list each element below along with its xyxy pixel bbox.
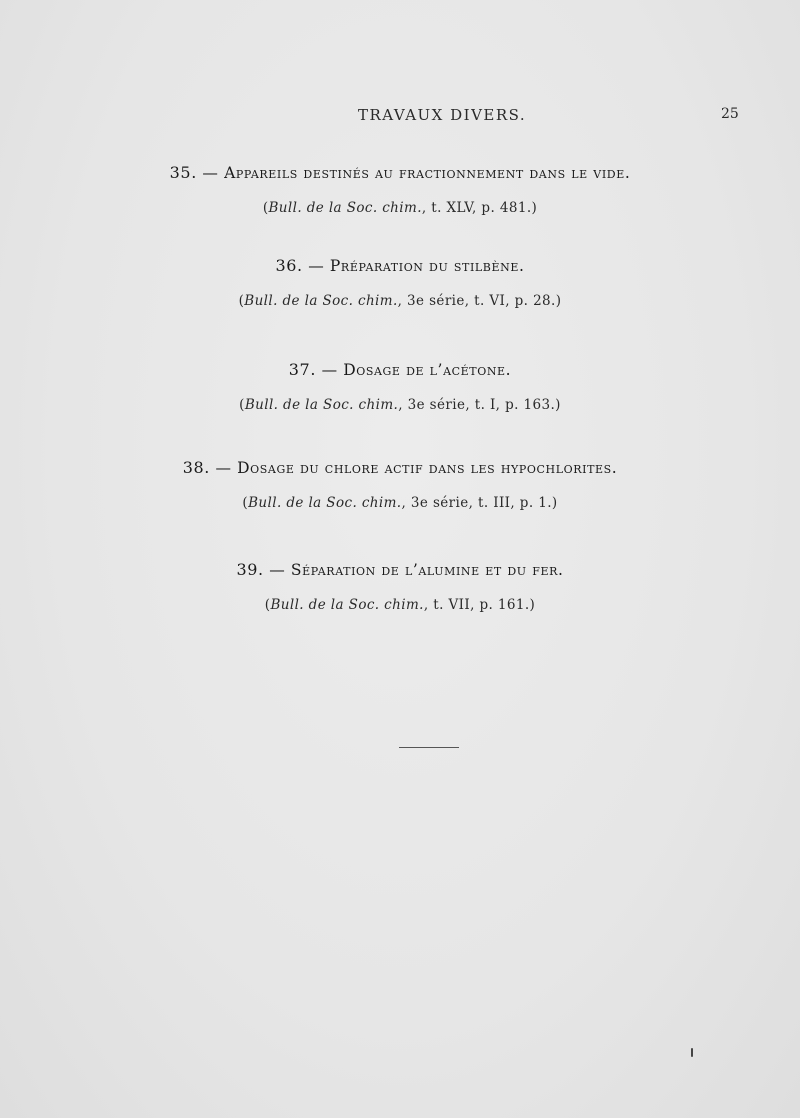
ref-details: , t. XLV, p. 481.) (421, 200, 538, 216)
ref-open: ( (264, 597, 271, 613)
ref-details: , 3e série, t. VI, p. 28.) (397, 293, 562, 309)
ref-journal: Bull. de la Soc. chim. (248, 495, 402, 511)
entry-number: 38. (182, 458, 210, 477)
entry-title (0, 360, 800, 380)
entry-title (0, 560, 800, 580)
ref-journal: Bull. de la Soc. chim. (244, 293, 398, 309)
entry-title-text: Appareils destinés au fractionnement dans le vide. (224, 164, 631, 182)
ref-open: ( (239, 397, 245, 413)
entry-number: 39. (236, 560, 264, 579)
entry-reference (0, 596, 800, 614)
ref-journal: Bull. de la Soc. chim. (244, 397, 399, 413)
entry-36 (0, 256, 800, 310)
entry-reference (0, 199, 800, 217)
entry-35 (0, 163, 800, 217)
section-end-rule (399, 747, 459, 748)
entry-number: 36. (275, 256, 303, 275)
ref-open: ( (242, 495, 249, 511)
entry-title (0, 163, 800, 183)
entry-reference (0, 396, 800, 414)
entry-dash: — (202, 164, 219, 182)
entry-number: 35. (169, 163, 197, 182)
entry-dash: — (215, 459, 232, 477)
entry-39 (0, 560, 800, 614)
running-title: TRAVAUX DIVERS. (358, 106, 527, 124)
ref-details: , 3e série, t. I, p. 163.) (398, 397, 561, 413)
page-number: 25 (721, 106, 739, 122)
entry-title (0, 256, 800, 276)
entry-title-text: Dosage de l’acétone. (343, 361, 512, 379)
ref-open: ( (238, 293, 245, 309)
entry-title (0, 458, 800, 478)
entry-title-text: Séparation de l’alumine et du fer. (290, 561, 564, 579)
entry-dash: — (269, 561, 286, 579)
ink-speck (691, 1048, 693, 1057)
entry-38 (0, 458, 800, 512)
ref-details: , t. VII, p. 161.) (423, 597, 536, 613)
entry-37 (0, 360, 800, 414)
ref-journal: Bull. de la Soc. chim. (268, 200, 422, 216)
ref-journal: Bull. de la Soc. chim. (270, 597, 424, 613)
entry-dash: — (308, 257, 325, 275)
entry-dash: — (321, 361, 338, 379)
entry-reference (0, 292, 800, 310)
entry-number: 37. (288, 360, 317, 379)
entry-title-text: Dosage du chlore actif dans les hypochlorites. (237, 459, 618, 477)
entry-reference (0, 494, 800, 512)
running-head (0, 106, 800, 126)
ref-details: , 3e série, t. III, p. 1.) (401, 495, 558, 511)
ref-open: ( (262, 200, 269, 216)
entry-title-text: Préparation du stilbène. (329, 257, 525, 275)
